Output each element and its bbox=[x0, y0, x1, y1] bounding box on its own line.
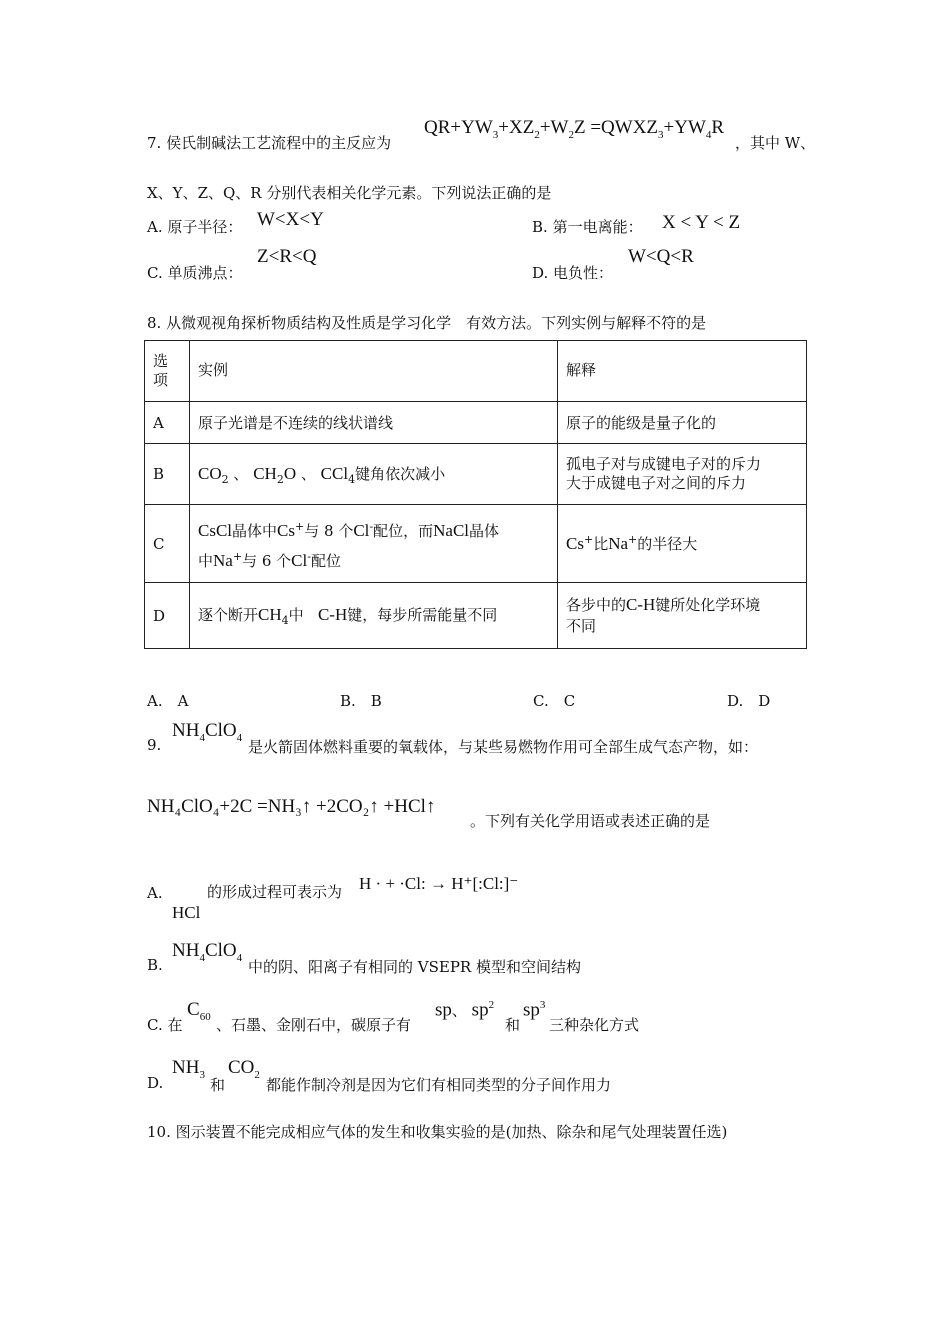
row-d-example: 逐个断开$CH_4$中 C-H键，每步所需能量不同 bbox=[190, 583, 558, 649]
q9-option-c-c60: $C_{60}$ bbox=[187, 999, 211, 1023]
q7-stem: 7. 侯氏制碱法工艺流程中的主反应为 bbox=[147, 134, 392, 152]
row-c-explain: Cs+比Na+的半径大 bbox=[558, 505, 807, 583]
q7-option-b-formula: X < Y < Z bbox=[662, 212, 741, 233]
q8-answer-b: B. B bbox=[340, 692, 382, 710]
q9-option-a-text: 的形成过程可表示为 bbox=[207, 883, 343, 901]
q10-stem: 10. 图示装置不能完成相应气体的发生和收集实验的是(加热、除杂和尾气处理装置任选) bbox=[147, 1123, 728, 1141]
row-b-option: B bbox=[145, 444, 190, 505]
row-b-explain: 孤电子对与成键电子对的斥力 大于成键电子对之间的斥力 bbox=[558, 444, 807, 505]
q7-stem-tail: ，其中 W、 bbox=[735, 134, 816, 152]
row-a-option: A bbox=[145, 402, 190, 444]
row-b-example: $CO_2$ 、 $CH_2O$ 、 CCl$_4$键角依次减小 bbox=[190, 444, 558, 505]
q9-option-c-sp: sp、 $sp^2$ bbox=[435, 999, 495, 1021]
table-row bbox=[145, 402, 807, 444]
q9-option-b-text: 中的阴、阳离子有相同的 VSEPR 模型和空间结构 bbox=[248, 958, 581, 976]
table-header-row bbox=[145, 341, 807, 402]
q8-table bbox=[144, 340, 807, 649]
header-option: 选项 bbox=[145, 341, 190, 402]
q9-option-c-text1: 、石墨、金刚石中，碳原子有 bbox=[216, 1016, 412, 1034]
row-d-explain: 各步中的C-H键所处化学环境 不同 bbox=[558, 583, 807, 649]
row-c-option: C bbox=[145, 505, 190, 583]
q9-option-d-label: D. bbox=[147, 1074, 164, 1092]
row-c-example: CsCl晶体中Cs+与 8 个Cl-配位，而NaCl晶体 中Na+与 6 个Cl-配位 bbox=[190, 505, 558, 583]
header-explain: 解释 bbox=[558, 341, 807, 402]
row-a-explain: 原子的能级是量子化的 bbox=[558, 402, 807, 444]
q7-option-a-formula: W<X<Y bbox=[257, 209, 324, 230]
q7-option-a: A. 原子半径： bbox=[147, 218, 243, 236]
q9-option-c: C. 在 bbox=[147, 1016, 183, 1034]
table-row bbox=[145, 444, 807, 505]
q9-stem: 是火箭固体燃料重要的氧载体，与某些易燃物作用可全部生成气态产物，如： bbox=[248, 738, 759, 756]
q8-answer-a: A. A bbox=[147, 692, 189, 710]
q7-option-c-formula: Z<R<Q bbox=[257, 246, 317, 267]
q9-option-d-nh3: $NH_3$ bbox=[172, 1057, 205, 1081]
q8-answer-d: D. D bbox=[727, 692, 771, 710]
q8-answer-c: C. C bbox=[533, 692, 576, 710]
header-example: 实例 bbox=[190, 341, 558, 402]
q9-formula: $NH_4ClO_4$ bbox=[172, 720, 243, 744]
q9-option-c-and: 和 bbox=[505, 1016, 521, 1034]
q9-option-d-co2: $CO_2$ bbox=[228, 1057, 260, 1081]
q9-equation: NH₄ClO₄+2C =NH₃↑ +2CO₂↑ +HCl↑ bbox=[147, 796, 436, 817]
q7-option-d: D. 电负性： bbox=[532, 264, 614, 282]
q9-number: 9. bbox=[147, 736, 162, 754]
q8-stem: 8. 从微观视角探析物质结构及性质是学习化学 有效方法。下列实例与解释不符的是 bbox=[147, 314, 707, 332]
q9-option-a-hcl: HCl bbox=[172, 903, 201, 922]
q7-stem-line2: X、Y、Z、Q、R 分别代表相关化学元素。下列说法正确的是 bbox=[147, 184, 552, 202]
q9-option-b-formula: $NH_4ClO_4$ bbox=[172, 940, 243, 964]
q9-option-c-sp3: $sp^3$ bbox=[523, 999, 546, 1021]
q7-option-c: C. 单质沸点： bbox=[147, 264, 243, 282]
q9-option-d-text: 都能作制冷剂是因为它们有相同类型的分子间作用力 bbox=[266, 1076, 612, 1094]
row-a-example: 原子光谱是不连续的线状谱线 bbox=[190, 402, 558, 444]
lewis-formation-diagram: H · + ·Cl: → H⁺[:Cl:]⁻ bbox=[359, 874, 519, 893]
table-row bbox=[145, 583, 807, 649]
q7-option-d-formula: W<Q<R bbox=[628, 246, 694, 267]
q9-stem-tail: 。下列有关化学用语或表述正确的是 bbox=[470, 812, 711, 830]
row-d-option: D bbox=[145, 583, 190, 649]
table-row bbox=[145, 505, 807, 583]
q7-option-b: B. 第一电离能： bbox=[532, 218, 643, 236]
q9-option-a-label: A. bbox=[147, 884, 163, 902]
q9-option-d-and: 和 bbox=[210, 1076, 226, 1094]
q9-option-c-text2: 三种杂化方式 bbox=[549, 1016, 640, 1034]
q9-option-b-label: B. bbox=[147, 956, 163, 974]
q7-equation: $QR+YW_3+XZ_2+W_2Z$ $=QWXZ_3+YW_4R$ bbox=[424, 117, 725, 141]
